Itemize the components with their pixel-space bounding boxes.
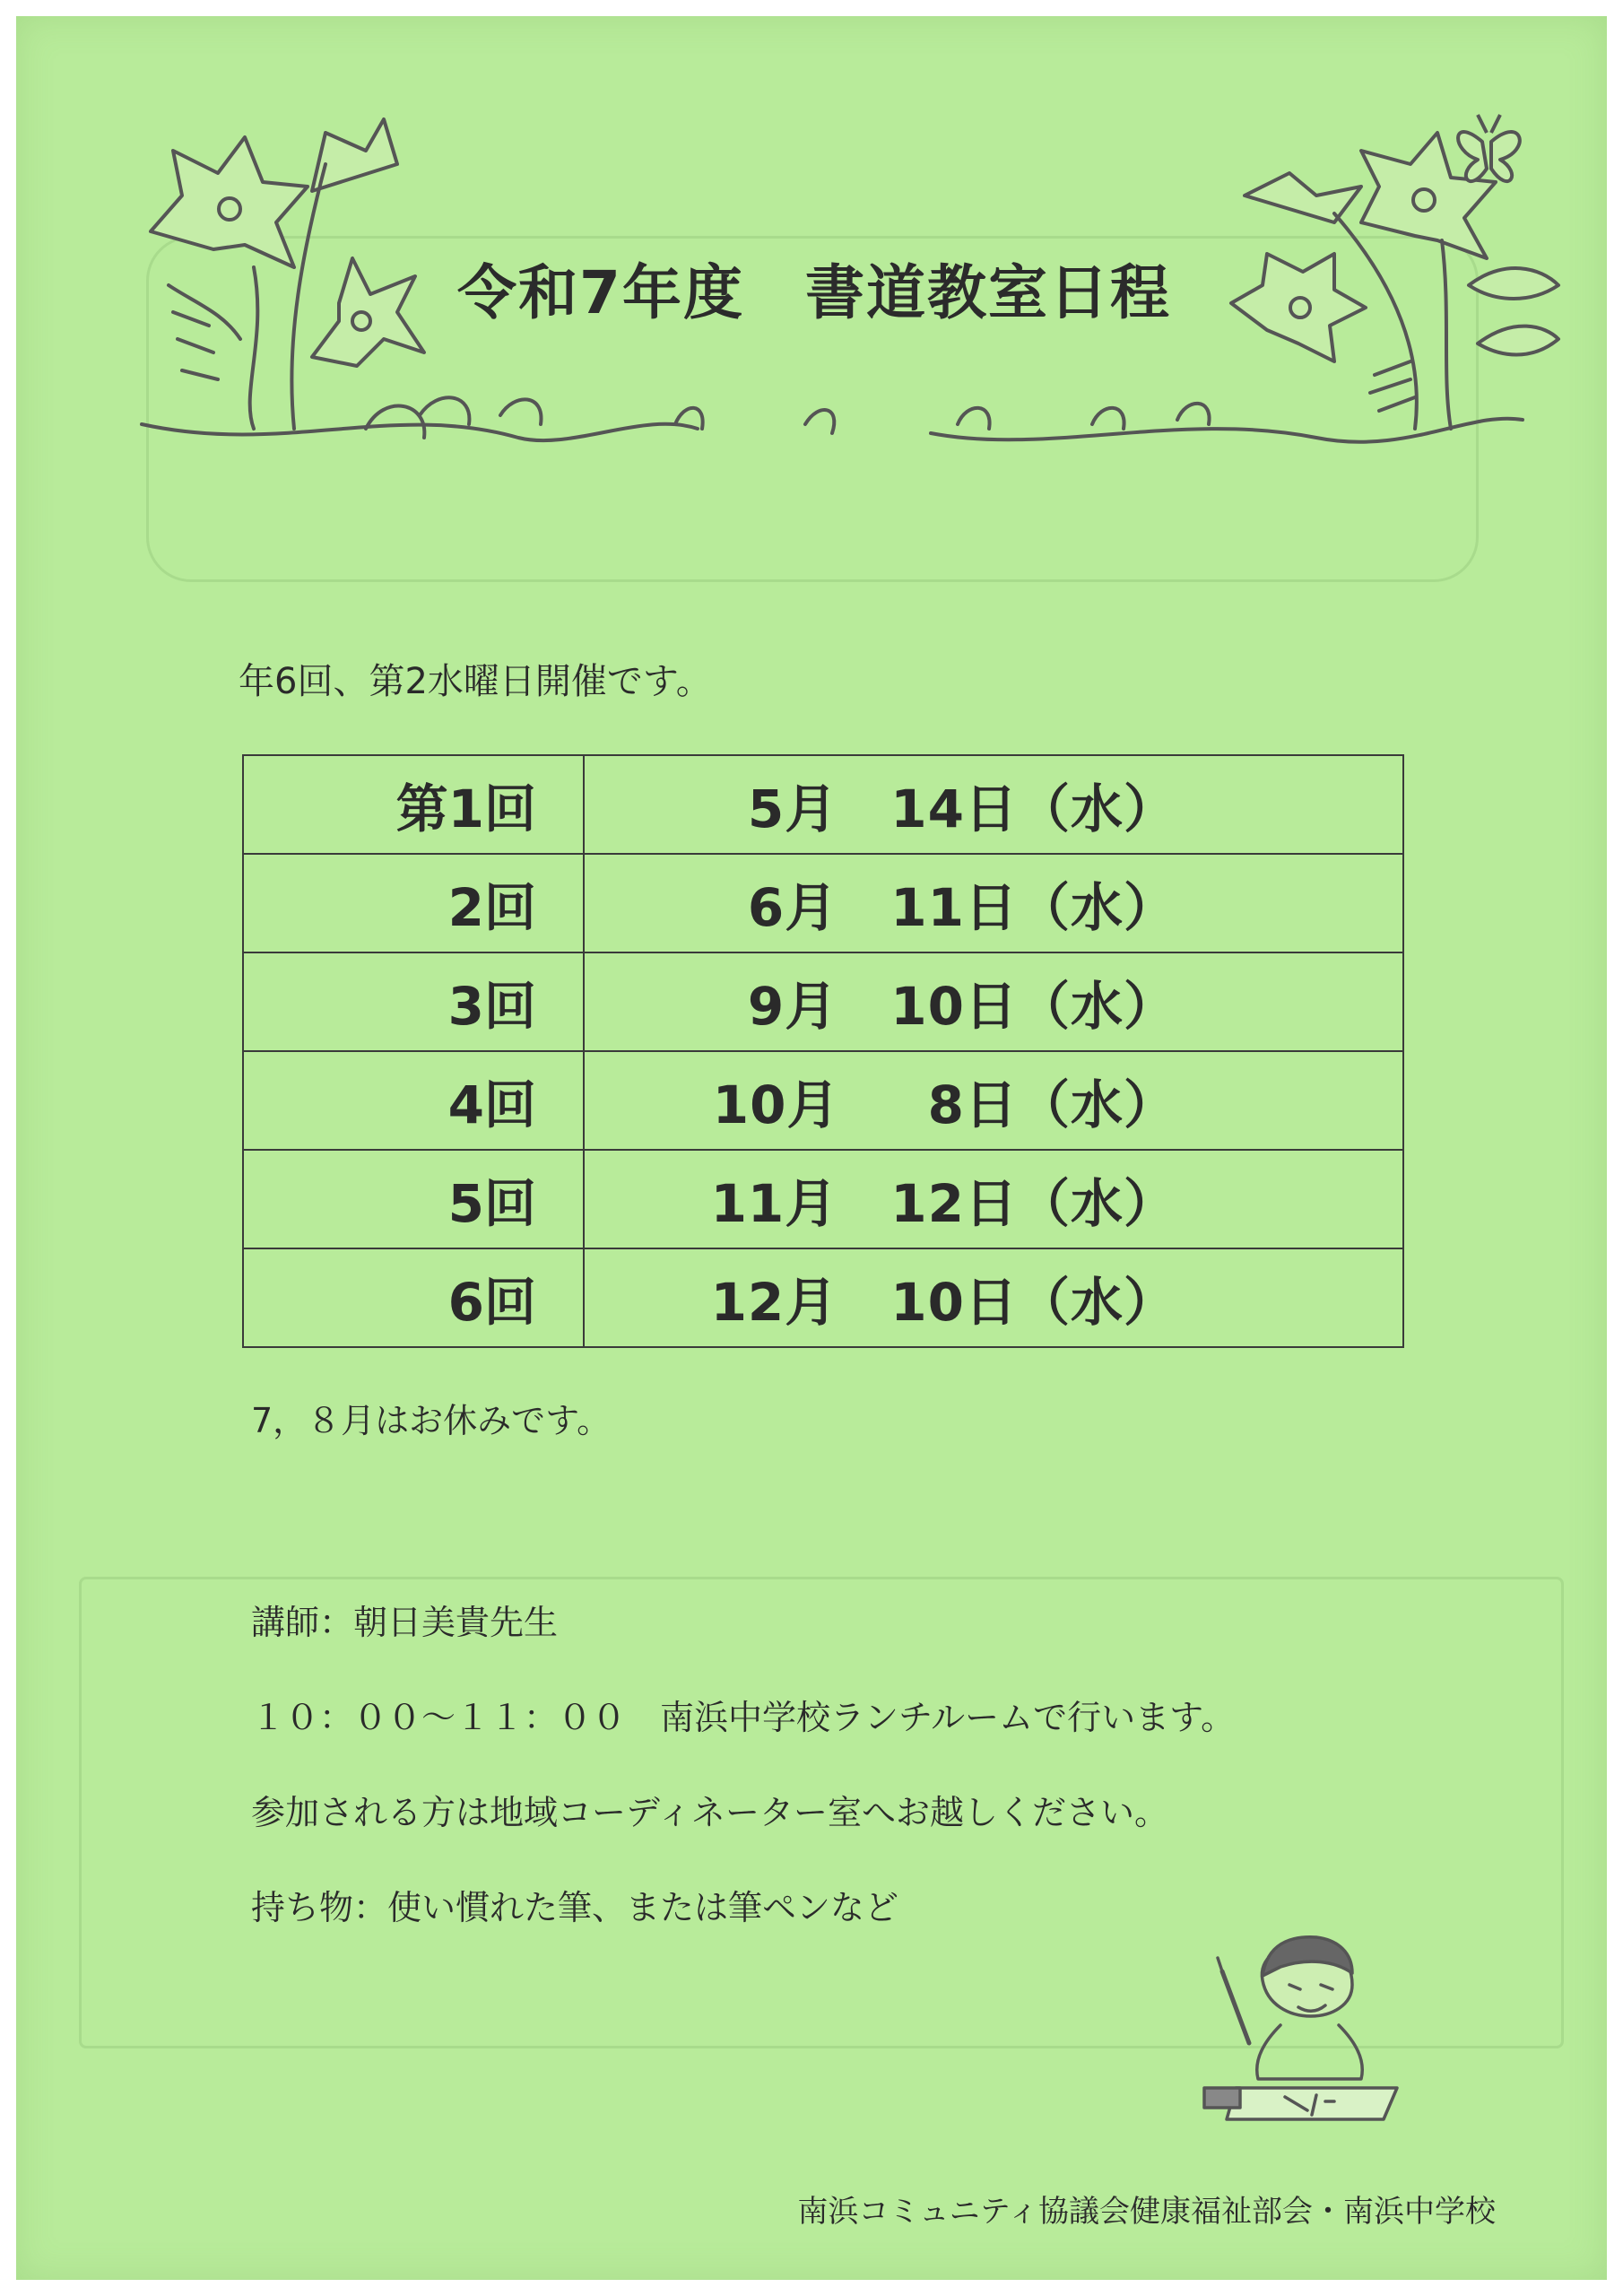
table-row <box>243 952 1403 1051</box>
date-cell: 5月 14日（水） <box>584 755 1403 854</box>
table-row <box>243 854 1403 952</box>
date-cell: 12月 10日（水） <box>584 1248 1403 1347</box>
page-title: 令和7年度 書道教室日程 <box>457 258 1171 327</box>
table-row <box>243 1248 1403 1347</box>
date-cell: 11月 12日（水） <box>584 1150 1403 1248</box>
flyer-sheet <box>16 16 1607 2280</box>
calligraphy-boy-illustration <box>1200 1909 1415 2124</box>
round-cell: 2回 <box>243 854 584 952</box>
table-row <box>243 755 1403 854</box>
round-cell: 3回 <box>243 952 584 1051</box>
round-cell: 4回 <box>243 1051 584 1150</box>
round-cell: 5回 <box>243 1150 584 1248</box>
time-place-text: １０：００～１１：００ 南浜中学校ランチルームで行います。 <box>251 1698 1236 1737</box>
holiday-note: 7，８月はお休みです。 <box>251 1401 612 1440</box>
table-row <box>243 1051 1403 1150</box>
round-cell: 第1回 <box>243 755 584 854</box>
butterfly-icon <box>1458 115 1520 181</box>
instructor-text: 講師：朝日美貴先生 <box>251 1603 559 1642</box>
date-cell: 6月 11日（水） <box>584 854 1403 952</box>
date-cell: 10月 8日（水） <box>584 1051 1403 1150</box>
round-cell: 6回 <box>243 1248 584 1347</box>
schedule-table <box>242 754 1404 1348</box>
table-row <box>243 1150 1403 1248</box>
date-cell: 9月 10日（水） <box>584 952 1403 1051</box>
intro-text: 年6回、第2水曜日開催です。 <box>239 661 712 702</box>
footer-organizer: 南浜コミュニティ協議会健康福祉部会・南浜中学校 <box>797 2194 1496 2230</box>
belongings-text: 持ち物：使い慣れた筆、または筆ペンなど <box>251 1888 899 1927</box>
participation-text: 参加される方は地域コーディネーター室へお越しください。 <box>251 1793 1168 1832</box>
